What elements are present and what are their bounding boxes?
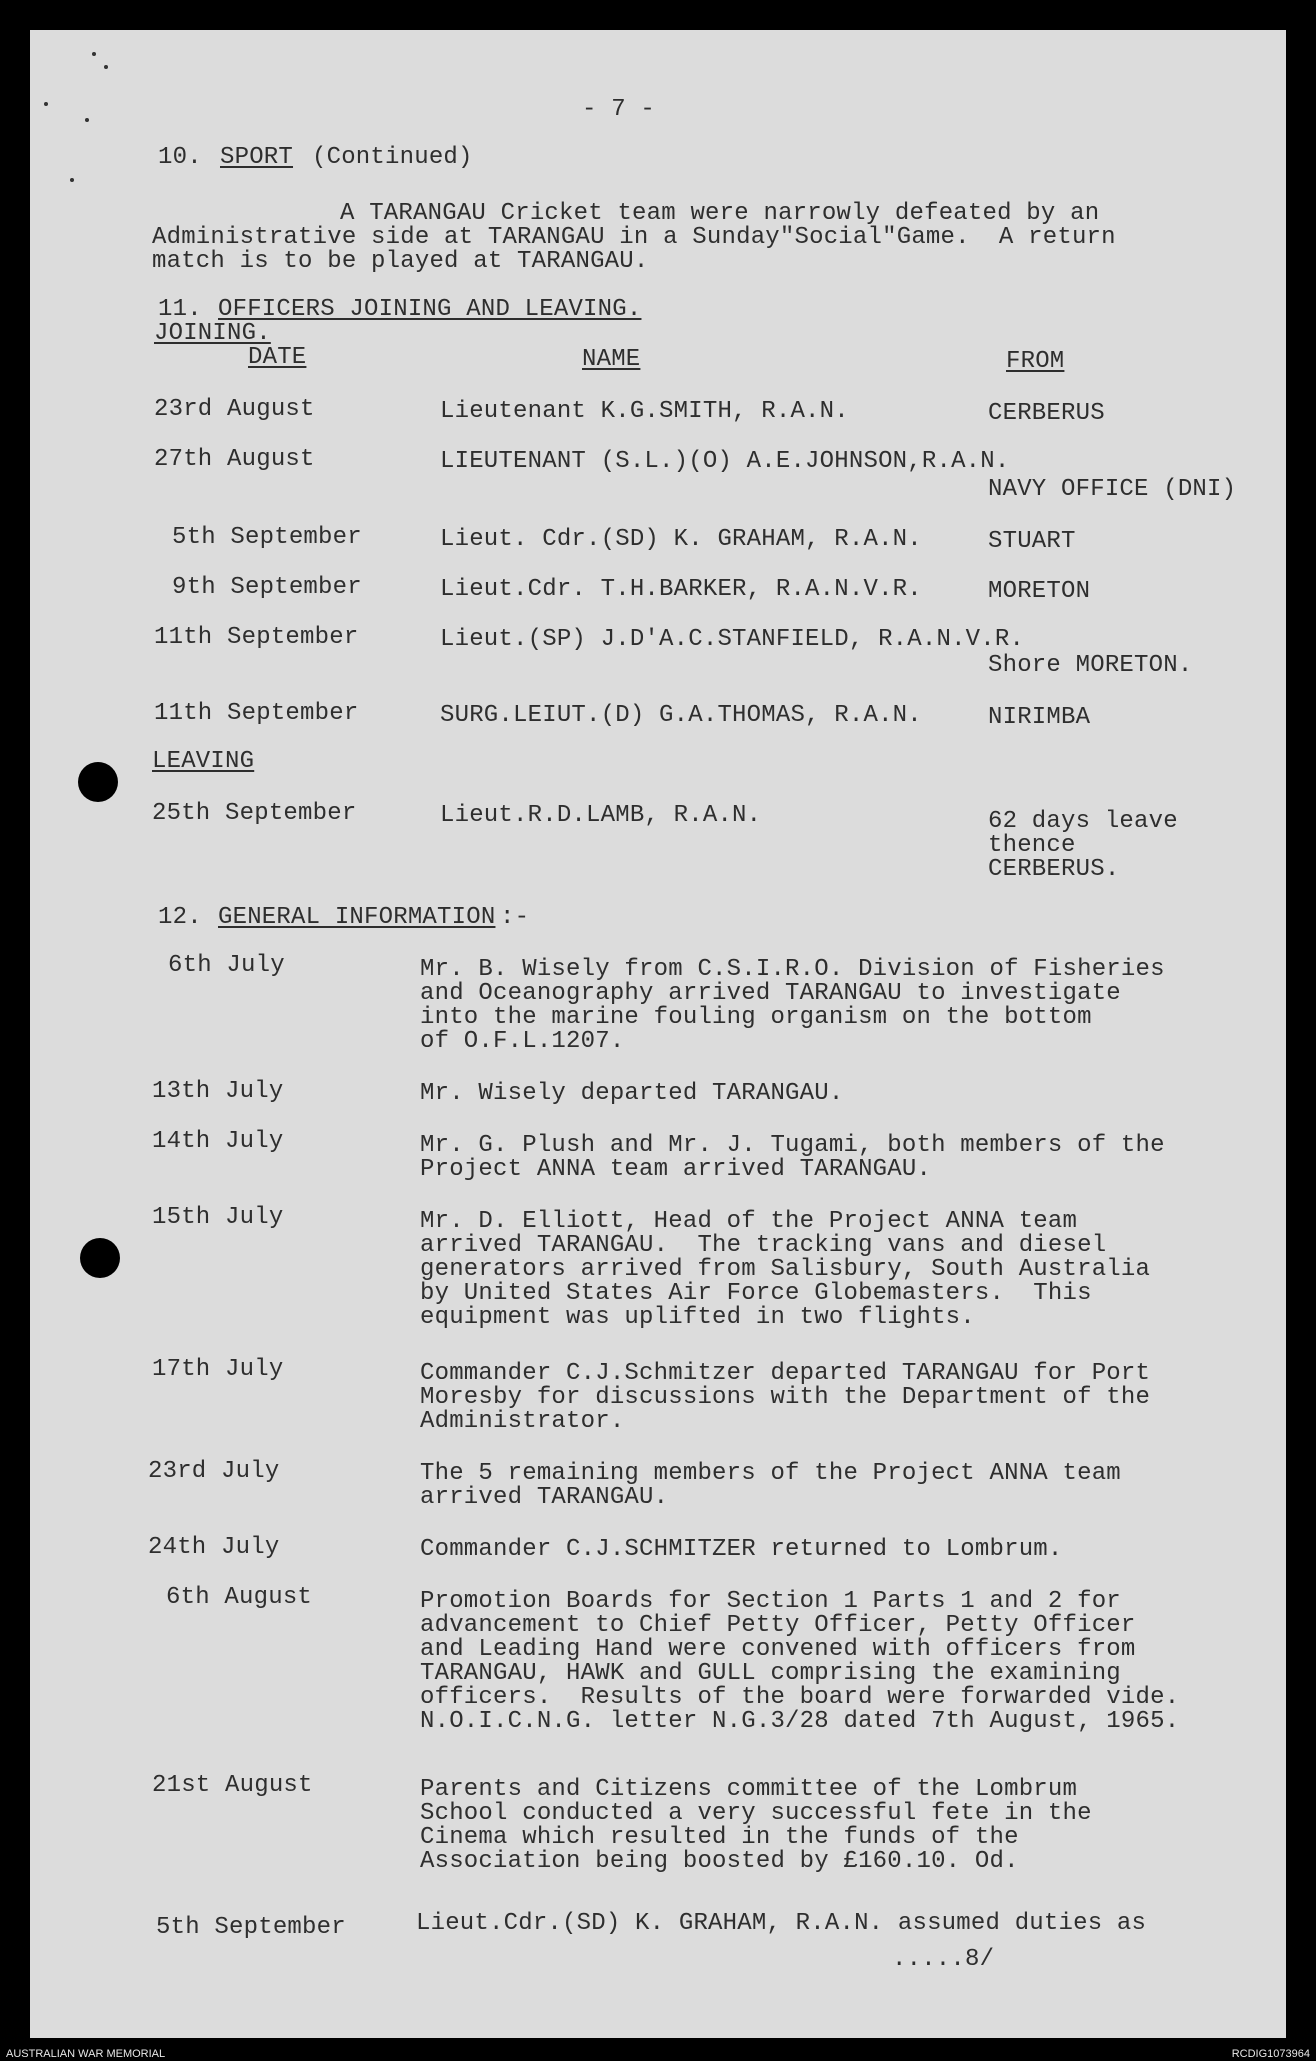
sport-line: Administrative side at TARANGAU in a Sunday"Social"Game. A return (152, 224, 1116, 251)
sport-title: SPORT (220, 144, 294, 171)
leaving-name: Lieut.R.D.LAMB, R.A.N. (440, 802, 762, 829)
punch-hole (80, 1238, 120, 1278)
entry-line: into the marine fouling organism on the bottom (420, 1004, 1092, 1031)
joining-name: Lieut.Cdr. T.H.BARKER, R.A.N.V.R. (440, 576, 922, 603)
entry-date: 6th August (166, 1584, 313, 1611)
leaving-date: 25th September (152, 800, 357, 827)
column-header-from: FROM (1006, 348, 1065, 375)
joining-name: Lieut. Cdr.(SD) K. GRAHAM, R.A.N. (440, 526, 922, 553)
entry-line: Mr. Wisely departed TARANGAU. (420, 1080, 844, 1107)
joining-name: Lieut.(SP) J.D'A.C.STANFIELD, R.A.N.V.R. (440, 626, 1025, 653)
document-page (30, 30, 1286, 2038)
joining-name: Lieutenant K.G.SMITH, R.A.N. (440, 398, 849, 425)
entry-line: School conducted a very successful fete in the (420, 1800, 1092, 1827)
joining-date: 11th September (154, 624, 359, 651)
entry-date: 15th July (152, 1204, 284, 1231)
joining-date: 9th September (172, 574, 362, 601)
joining-from: NAVY OFFICE (DNI) (988, 476, 1237, 503)
punch-hole (78, 762, 118, 802)
entry-line: N.O.I.C.N.G. letter N.G.3/28 dated 7th August, 1965. (420, 1708, 1180, 1735)
entry-line: advancement to Chief Petty Officer, Petty Officer (420, 1612, 1136, 1639)
leaving-from: thence (988, 832, 1076, 859)
entry-line: Commander C.J.SCHMITZER returned to Lombrum. (420, 1536, 1063, 1563)
joining-date: 23rd August (154, 396, 315, 423)
entry-line: Lieut.Cdr.(SD) K. GRAHAM, R.A.N. assumed duties as (416, 1910, 1147, 1937)
leaving-from: 62 days leave (988, 808, 1178, 835)
entry-line: and Oceanography arrived TARANGAU to investigate (420, 980, 1121, 1007)
joining-name: SURG.LEIUT.(D) G.A.THOMAS, R.A.N. (440, 702, 922, 729)
entry-line: by United States Air Force Globemasters. This (420, 1280, 1092, 1307)
entry-line: Cinema which resulted in the funds of the (420, 1824, 1019, 1851)
entry-date: 17th July (152, 1356, 284, 1383)
sport-suffix: (Continued) (312, 144, 473, 171)
entry-line: Mr. D. Elliott, Head of the Project ANNA team (420, 1208, 1078, 1235)
entry-line: and Leading Hand were convened with officers from (420, 1636, 1136, 1663)
entry-line: equipment was uplifted in two flights. (420, 1304, 975, 1331)
continuation-marker: .....8/ (892, 1946, 995, 1973)
entry-date: 23rd July (148, 1458, 280, 1485)
sport-line: match is to be played at TARANGAU. (152, 248, 649, 275)
entry-date: 21st August (152, 1772, 313, 1799)
entry-line: Parents and Citizens committee of the Lombrum (420, 1776, 1078, 1803)
entry-line: Mr. G. Plush and Mr. J. Tugami, both members of the (420, 1132, 1165, 1159)
footer-left: AUSTRALIAN WAR MEMORIAL (6, 2048, 166, 2060)
entry-line: The 5 remaining members of the Project ANNA team (420, 1460, 1121, 1487)
entry-line: Mr. B. Wisely from C.S.I.R.O. Division of Fisheries (420, 956, 1165, 983)
sport-number: 10. (158, 144, 202, 171)
entry-line: generators arrived from Salisbury, South Australia (420, 1256, 1151, 1283)
entry-line: of O.F.L.1207. (420, 1028, 625, 1055)
joining-date: 11th September (154, 700, 359, 727)
entry-date: 5th September (156, 1914, 346, 1941)
joining-date: 27th August (154, 446, 315, 473)
leaving-from: CERBERUS. (988, 856, 1120, 883)
joining-from: MORETON (988, 578, 1091, 605)
joining-name: LIEUTENANT (S.L.)(O) A.E.JOHNSON,R.A.N. (440, 448, 1010, 475)
leaving-label: LEAVING (152, 748, 255, 775)
column-header-name: NAME (582, 346, 641, 373)
officers-title: OFFICERS JOINING AND LEAVING. (218, 296, 642, 323)
column-header-date: DATE (248, 344, 307, 371)
joining-label: JOINING. (154, 320, 271, 347)
entry-line: Administrator. (420, 1408, 625, 1435)
entry-date: 24th July (148, 1534, 280, 1561)
footer-right: RCDIG1073964 (1231, 2048, 1310, 2060)
joining-from: Shore MORETON. (988, 652, 1193, 679)
entry-line: Association being boosted by £160.10. Od. (420, 1848, 1019, 1875)
entry-line: arrived TARANGAU. The tracking vans and diesel (420, 1232, 1107, 1259)
joining-date: 5th September (172, 524, 362, 551)
entry-date: 6th July (168, 952, 285, 979)
page-number: - 7 - (582, 96, 656, 123)
general-suffix: :- (500, 904, 530, 931)
entry-line: Moresby for discussions with the Department of the (420, 1384, 1151, 1411)
general-title: GENERAL INFORMATION (218, 904, 496, 931)
sport-line: A TARANGAU Cricket team were narrowly defeated by an (340, 200, 1100, 227)
entry-date: 14th July (152, 1128, 284, 1155)
entry-date: 13th July (152, 1078, 284, 1105)
entry-line: TARANGAU, HAWK and GULL comprising the examining (420, 1660, 1121, 1687)
entry-line: Promotion Boards for Section 1 Parts 1 and 2 for (420, 1588, 1121, 1615)
joining-from: NIRIMBA (988, 704, 1091, 731)
officers-number: 11. (158, 296, 202, 323)
joining-from: CERBERUS (988, 400, 1105, 427)
entry-line: Commander C.J.Schmitzer departed TARANGAU for Port (420, 1360, 1151, 1387)
entry-line: Project ANNA team arrived TARANGAU. (420, 1156, 932, 1183)
general-number: 12. (158, 904, 202, 931)
entry-line: arrived TARANGAU. (420, 1484, 669, 1511)
entry-line: officers. Results of the board were forwarded vide. (420, 1684, 1180, 1711)
joining-from: STUART (988, 528, 1076, 555)
